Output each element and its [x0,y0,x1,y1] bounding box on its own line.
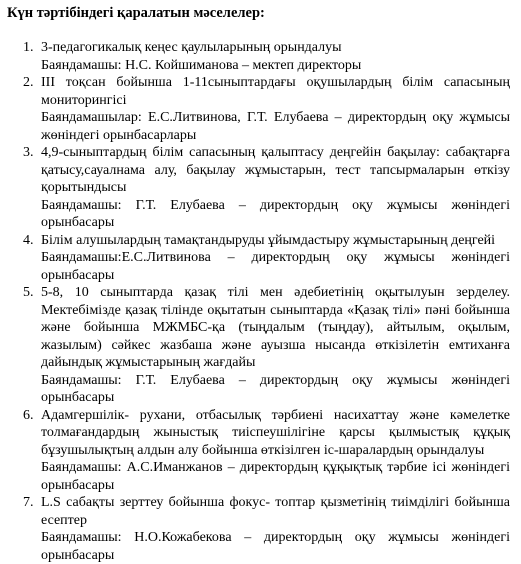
agenda-item-2 [0,74,521,144]
item-reporter: Баяндамашы: Н.О.Кожабекова – директордың оқу жұмысы жөніндегі орынбасары [41,530,510,563]
agenda-item-6 [0,407,521,495]
agenda-title: Күн тәртібіндегі қаралатын мәселелер: [7,5,265,21]
agenda-list [0,39,521,564]
item-topic: 3-педагогикалық кеңес қаулыларының орындалуы [41,40,342,55]
item-topic: Адамгершілік- рухани, отбасылық тәрбиені насихаттау және кәмелетке толмағандардың жыныстық тиіспеушілігіне қарсы қылмыстық құқық бұзушылықтың алдын алу бойынша өткізілген іс-шаралардың орындалуы [41,407,510,458]
item-topic: 5-8, 10 сыныптарда қазақ тілі мен әдебиетінің оқытылуын зерделеу. Мектебімізде қазақ тілінде оқытатын сыныптарда «Қазақ тілі» пәні бойынша және бойынша МЖМБС-қа (тыңдалым (тыңдау), айтылым, оқылым, жазылым) сәйкес жазбаша және ауызша нысанда өткізілетін емтиханға дайындық жұмыстарының жағдайы [41,285,510,370]
item-topic: L.S сабақты зерттеу бойынша фокус- топтар қызметінің тиімділігі бойынша есептер [41,495,510,528]
item-number: 3. [23,145,34,160]
item-reporter: Баяндамашы: Н.С. Койшиманова – мектеп директоры [41,57,362,73]
agenda-item-3 [0,144,521,232]
item-number: 6. [23,407,34,423]
agenda-item-4 [0,232,521,285]
item-number: 1. [23,40,34,55]
item-reporter: Баяндамашы: А.С.Иманжанов – директордың құқықтық тәрбие ісі жөніндегі орынбасары [41,460,510,493]
item-reporter: Баяндамашы:Е.С.Литвинова – директордың оқу жұмысы жөніндегі орынбасары [41,250,510,283]
item-reporter: Баяндамашылар: Е.С.Литвинова, Г.Т. Елубаева – директордың оқу жұмысы жөніндегі орынбасарлары [41,110,510,143]
agenda-item-5 [0,284,521,407]
item-topic: ІІІ тоқсан бойынша 1-11сыныптардағы оқушылардың білім сапасының мониторингісі [41,75,510,108]
agenda-item-1 [0,39,521,74]
agenda-item-7 [0,494,521,564]
item-reporter: Баяндамашы: Г.Т. Елубаева – директордың оқу жұмысы жөніндегі орынбасары [41,197,510,230]
item-number: 4. [23,232,34,248]
item-number: 7. [23,495,34,510]
item-topic: Білім алушылардың тамақтандыруды ұйымдастыру жұмыстарының деңгейі [41,232,496,248]
item-number: 2. [23,75,34,90]
item-topic: 4,9-сыныптардың білім сапасының қалыптасу деңгейін бақылау: сабақтарға қатысу,сауалнама алу, бақылау жұмыстарын, тест тапсырмаларын өткізу қорытындысы [41,145,510,195]
item-reporter: Баяндамашы: Г.Т. Елубаева – директордың оқу жұмысы жөніндегі орынбасары [41,372,510,405]
item-number: 5. [23,285,34,300]
